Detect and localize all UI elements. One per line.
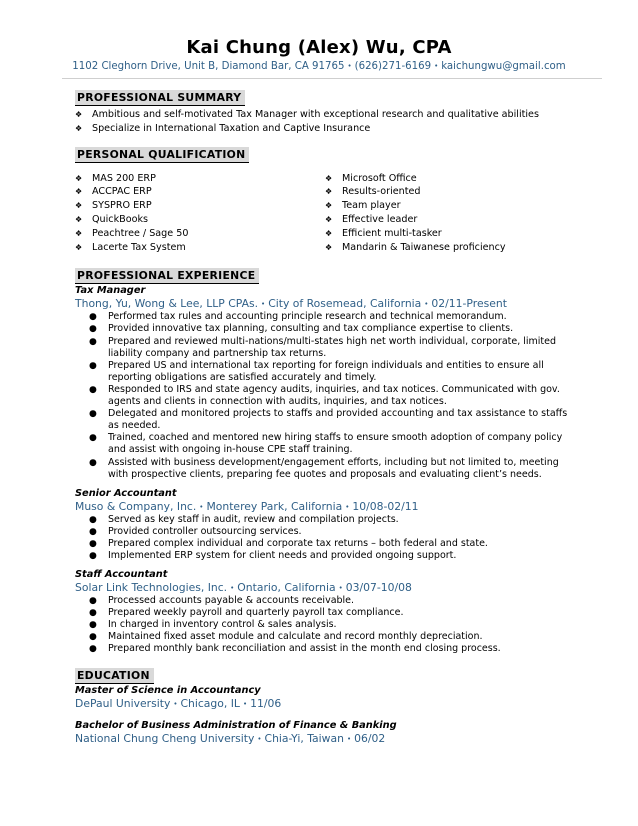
list-item: ● Implemented ERP system for client needs and provided ongoing support. bbox=[89, 549, 457, 561]
job-title: Tax Manager bbox=[75, 285, 146, 297]
job-bullets bbox=[75, 514, 575, 562]
list-item: ● Performed tax rules and accounting principle research and technical memorandum. bbox=[89, 311, 507, 323]
school-line bbox=[75, 732, 575, 746]
degree-entry bbox=[75, 719, 575, 746]
qualification-item: ❖ ACCPAC ERP bbox=[75, 186, 152, 198]
qualification-item: ❖ Efficient multi-tasker bbox=[325, 227, 442, 239]
qualification-item: ❖ MAS 200 ERP bbox=[75, 172, 156, 184]
list-item: ● Prepared and reviewed multi-nations/multi-states high net worth individual, corporate, limited liability company and partnership tax returns. bbox=[89, 335, 557, 359]
separator: • bbox=[242, 699, 248, 708]
separator: • bbox=[338, 584, 343, 593]
bullet-icon: ● bbox=[89, 632, 97, 643]
summary-heading: PROFESSIONAL SUMMARY bbox=[75, 90, 245, 106]
job-title: Senior Accountant bbox=[75, 487, 177, 499]
list-item: ● Processed accounts payable & accounts receivable. bbox=[89, 595, 355, 607]
list-item: ● Prepared weekly payroll and quarterly payroll tax compliance. bbox=[89, 607, 404, 619]
bullet-icon: ● bbox=[89, 336, 97, 347]
separator: • bbox=[199, 502, 204, 511]
bullet-icon: ● bbox=[89, 433, 97, 444]
diamond-bullet-icon: ❖ bbox=[75, 214, 83, 224]
school-line bbox=[75, 697, 575, 711]
diamond-bullet-icon: ❖ bbox=[75, 123, 83, 133]
list-item: ● Maintained fixed asset module and calculate and record monthly depreciation. bbox=[89, 631, 483, 643]
diamond-bullet-icon: ❖ bbox=[75, 201, 83, 211]
summary-item: ❖ Ambitious and self-motivated Tax Manager with exceptional research and qualitative abilities bbox=[75, 109, 539, 120]
job-entry bbox=[75, 568, 575, 655]
email: kaichungwu@gmail.com bbox=[441, 61, 566, 72]
location: City of Rosemead, California bbox=[268, 297, 422, 311]
list-item: ● Trained, coached and mentored new hiring staffs to ensure smooth adoption of company policy and assist with ongoing in-house CPE staff training. bbox=[89, 432, 563, 456]
list-item: ● Served as key staff in audit, review and compilation projects. bbox=[89, 513, 399, 525]
contact-line bbox=[0, 61, 638, 72]
qualification-item: ❖ SYSPRO ERP bbox=[75, 200, 152, 212]
qualification-item: ❖ Effective leader bbox=[325, 213, 418, 225]
company: Solar Link Technologies, Inc. bbox=[75, 581, 228, 595]
diamond-bullet-icon: ❖ bbox=[75, 228, 83, 238]
header-divider bbox=[62, 78, 602, 79]
bullet-icon: ● bbox=[89, 514, 97, 525]
resume-name: Kai Chung (Alex) Wu, CPA bbox=[186, 37, 452, 58]
bullet-icon: ● bbox=[89, 360, 97, 371]
dates: 03/07-10/08 bbox=[345, 581, 412, 595]
experience-heading: PROFESSIONAL EXPERIENCE bbox=[75, 268, 259, 284]
separator: • bbox=[261, 300, 266, 309]
separator: • bbox=[424, 300, 429, 309]
location: Chia-Yi, Taiwan bbox=[264, 731, 344, 745]
school: National Chung Cheng University bbox=[75, 731, 255, 745]
bullet-icon: ● bbox=[89, 596, 97, 607]
qualification-item: ❖ Results-oriented bbox=[325, 186, 421, 198]
diamond-bullet-icon: ❖ bbox=[75, 187, 83, 197]
separator: • bbox=[434, 62, 439, 70]
list-item: ● Responded to IRS and state agency audits, inquiries, and tax notices. Communicated with gov. agents and clients in connection with audits, inquiries, and tax notices. bbox=[89, 383, 560, 408]
dates: 02/11-Present bbox=[431, 297, 507, 311]
summary-list bbox=[75, 108, 575, 136]
diamond-bullet-icon: ❖ bbox=[75, 173, 83, 183]
separator: • bbox=[346, 734, 352, 743]
qualification-right-list bbox=[325, 172, 575, 255]
bullet-icon: ● bbox=[89, 457, 97, 468]
bullet-icon: ● bbox=[89, 550, 97, 561]
job-entry bbox=[75, 487, 575, 562]
job-bullets bbox=[75, 311, 575, 480]
company: Muso & Company, Inc. bbox=[75, 499, 197, 513]
list-item: ● Provided controller outsourcing services. bbox=[89, 525, 302, 537]
education-section bbox=[75, 664, 575, 746]
list-item: ● Assisted with business development/engagement efforts, including but not limited to, meeting with prospective clients, preparing fee quotes and proposals and evaluating client’s needs. bbox=[89, 456, 559, 480]
qualification-section bbox=[75, 143, 575, 255]
summary-item: ❖ Specialize in International Taxation and Captive Insurance bbox=[75, 122, 371, 134]
location: Monterey Park, California bbox=[206, 499, 343, 513]
date: 06/02 bbox=[354, 731, 386, 745]
bullet-icon: ● bbox=[89, 312, 97, 323]
school: DePaul University bbox=[75, 696, 171, 710]
phone: (626)271-6169 bbox=[354, 61, 432, 72]
diamond-bullet-icon: ❖ bbox=[325, 228, 333, 238]
list-item: ● Prepared monthly bank reconciliation and assist in the month end closing process. bbox=[89, 643, 501, 655]
qualification-item: ❖ Lacerte Tax System bbox=[75, 241, 186, 253]
degree-title: Bachelor of Business Administration of Finance & Banking bbox=[75, 719, 397, 731]
separator: • bbox=[257, 734, 262, 743]
separator: • bbox=[347, 62, 352, 70]
list-item: ● Provided innovative tax planning, consulting and tax compliance expertise to clients. bbox=[89, 323, 514, 335]
diamond-bullet-icon: ❖ bbox=[325, 214, 333, 224]
list-item: ● Delegated and monitored projects to staffs and provided accounting and tax assistance to staffs as needed. bbox=[89, 408, 568, 432]
education-heading: EDUCATION bbox=[75, 668, 154, 684]
bullet-icon: ● bbox=[89, 384, 97, 395]
dates: 10/08-02/11 bbox=[352, 499, 419, 513]
bullet-icon: ● bbox=[89, 538, 97, 549]
qualification-columns bbox=[75, 172, 575, 255]
qualification-item: ❖ Peachtree / Sage 50 bbox=[75, 227, 189, 239]
degree-entry bbox=[75, 684, 575, 711]
separator: • bbox=[230, 584, 235, 593]
job-company-line bbox=[75, 581, 575, 595]
date: 11/06 bbox=[250, 696, 282, 710]
experience-section bbox=[75, 264, 575, 655]
diamond-bullet-icon: ❖ bbox=[325, 173, 333, 183]
location: Chicago, IL bbox=[180, 696, 240, 710]
diamond-bullet-icon: ❖ bbox=[75, 110, 83, 119]
list-item: ● Prepared US and international tax reporting for foreign individuals and entities to ensure all reporting obligations are satisfied accurately and timely. bbox=[89, 359, 544, 383]
diamond-bullet-icon: ❖ bbox=[325, 187, 333, 197]
qualification-heading: PERSONAL QUALIFICATION bbox=[75, 147, 249, 163]
list-item: ● Prepared complex individual and corporate tax returns – both federal and state. bbox=[89, 537, 488, 549]
job-bullets bbox=[75, 595, 575, 655]
address: 1102 Cleghorn Drive, Unit B, Diamond Bar, CA 91765 bbox=[72, 61, 345, 72]
qualification-item: ❖ QuickBooks bbox=[75, 213, 149, 225]
degree-title: Master of Science in Accountancy bbox=[75, 684, 261, 696]
job-title: Staff Accountant bbox=[75, 569, 168, 581]
qualification-item: ❖ Microsoft Office bbox=[325, 172, 417, 184]
qualification-item: ❖ Mandarin & Taiwanese proficiency bbox=[325, 241, 506, 253]
summary-section bbox=[75, 86, 575, 136]
bullet-icon: ● bbox=[89, 324, 97, 335]
diamond-bullet-icon: ❖ bbox=[75, 242, 83, 252]
job-company-line bbox=[75, 297, 575, 311]
bullet-icon: ● bbox=[89, 608, 97, 619]
bullet-icon: ● bbox=[89, 644, 97, 655]
qualification-item: ❖ Team player bbox=[325, 200, 401, 212]
separator: • bbox=[173, 699, 178, 708]
resume-content bbox=[75, 86, 575, 746]
company: Thong, Yu, Wong & Lee, LLP CPAs. bbox=[75, 297, 259, 311]
diamond-bullet-icon: ❖ bbox=[325, 201, 333, 211]
list-item: ● In charged in inventory control & sales analysis. bbox=[89, 619, 337, 631]
bullet-icon: ● bbox=[89, 620, 97, 631]
diamond-bullet-icon: ❖ bbox=[325, 242, 333, 252]
job-company-line bbox=[75, 500, 575, 514]
location: Ontario, California bbox=[237, 581, 336, 595]
bullet-icon: ● bbox=[89, 526, 97, 537]
job-entry bbox=[75, 284, 575, 480]
separator: • bbox=[345, 502, 350, 511]
qualification-left-list bbox=[75, 172, 325, 255]
bullet-icon: ● bbox=[89, 409, 97, 420]
